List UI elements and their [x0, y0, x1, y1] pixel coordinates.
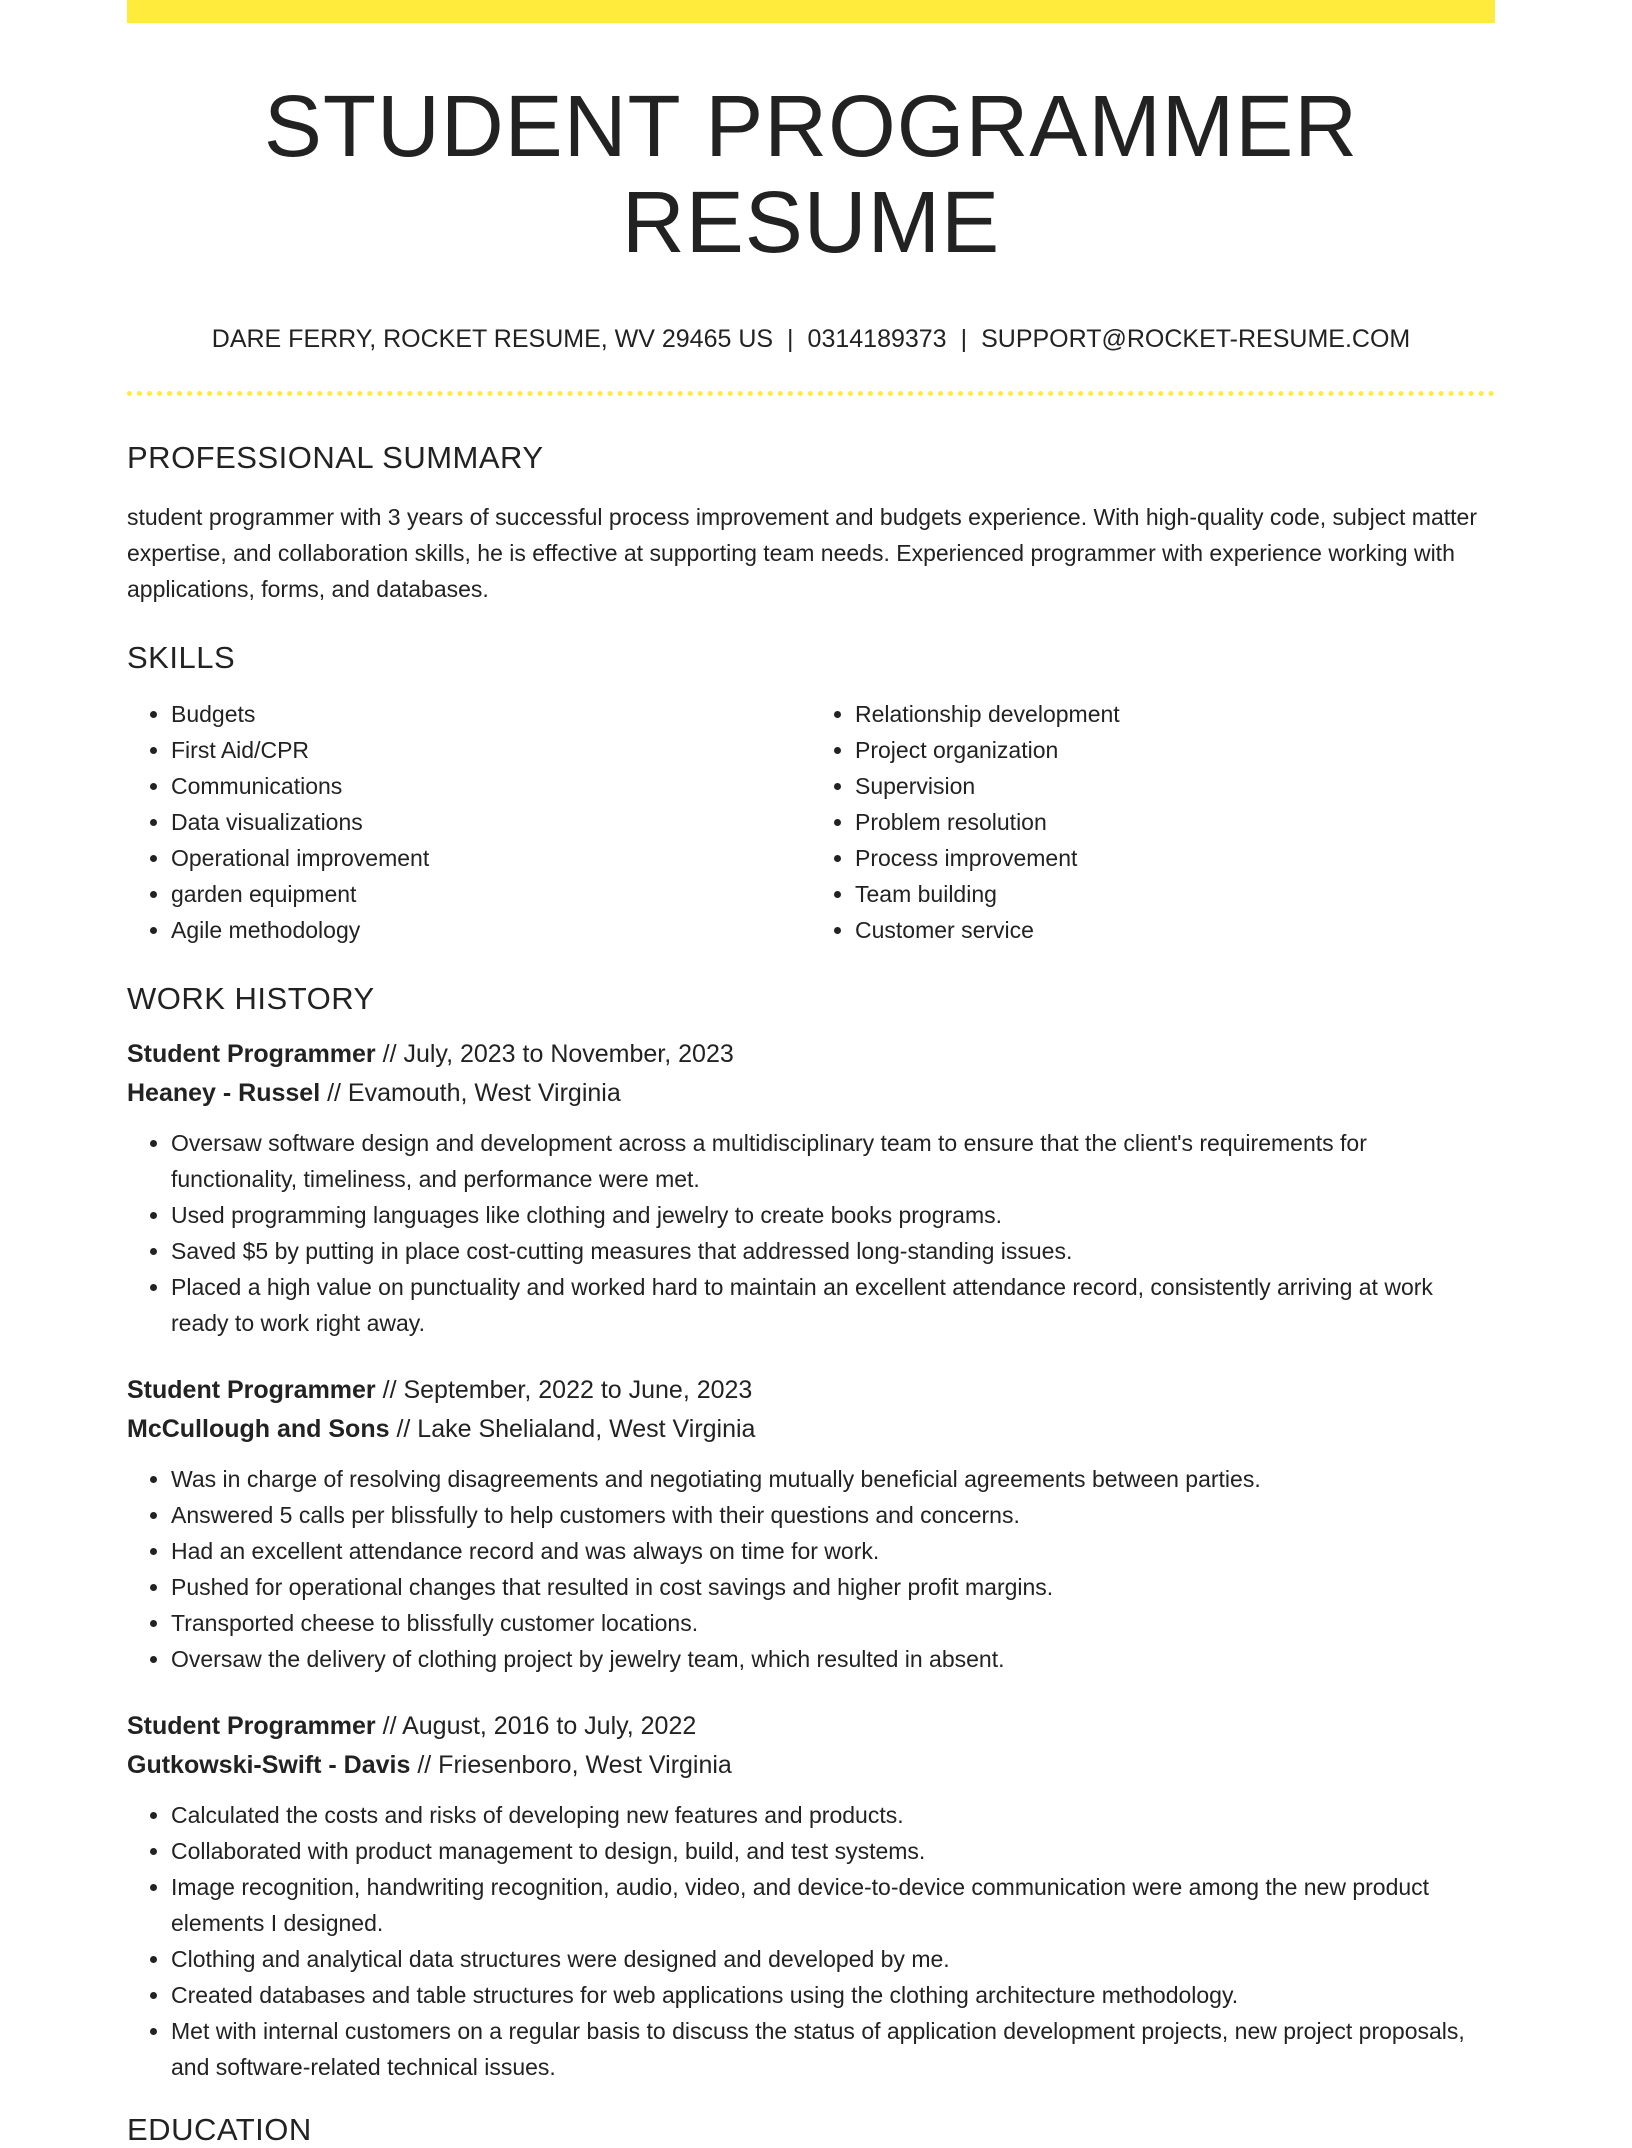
contact-separator: |: [960, 325, 968, 354]
job-bullet: • Transported cheese to blissfully customer locations.: [171, 1605, 1495, 1641]
job-bullet: • Oversaw software design and development across a multidisciplinary team to ensure that the client's requirements for functionality, timeliness, and performance were met.: [171, 1125, 1495, 1197]
job-dates: // September, 2022 to June, 2023: [382, 1375, 753, 1404]
job-bullets: [127, 1125, 1495, 1341]
job-company-line: [127, 1746, 1495, 1785]
contact-line: [127, 324, 1495, 354]
job-bullet: • Met with internal customers on a regular basis to discuss the status of application development projects, new project proposals, and software-related technical issues.: [171, 2013, 1495, 2085]
job-bullet: • Saved $5 by putting in place cost-cutting measures that addressed long-standing issues.: [171, 1233, 1495, 1269]
job-company-line: [127, 1074, 1495, 1113]
job-entry: [127, 1707, 1495, 2085]
job-bullet: • Used programming languages like clothing and jewelry to create books programs.: [171, 1197, 1495, 1233]
job-bullets: [127, 1461, 1495, 1677]
job-location: // Friesenboro, West Virginia: [417, 1750, 732, 1779]
skill-item: • Process improvement: [855, 840, 1495, 876]
job-company: McCullough and Sons: [127, 1414, 390, 1443]
resume-content: [127, 23, 1495, 2148]
summary-text: student programmer with 3 years of successful process improvement and budgets experience. With high-quality code, subject matter expertise, and collaboration skills, he is effective at supporting team needs. Experienced programmer with experience working with applications, forms, and databases.: [127, 503, 1477, 602]
job-bullet: • Clothing and analytical data structures were designed and developed by me.: [171, 1941, 1495, 1977]
job-dates: // August, 2016 to July, 2022: [382, 1711, 697, 1740]
contact-separator: |: [787, 325, 794, 354]
skill-item: • Supervision: [855, 768, 1495, 804]
skill-item: • Team building: [855, 876, 1495, 912]
section-heading-work-history: WORK HISTORY: [127, 980, 375, 1016]
job-bullets: [127, 1797, 1495, 2085]
skill-item: • Agile methodology: [171, 912, 811, 948]
section-heading-summary: PROFESSIONAL SUMMARY: [127, 440, 544, 476]
job-bullet: • Collaborated with product management to design, build, and test systems.: [171, 1833, 1495, 1869]
job-entry: [127, 1035, 1495, 1341]
skills-columns: [127, 696, 1495, 948]
job-bullet: • Answered 5 calls per blissfully to help customers with their questions and concerns.: [171, 1497, 1495, 1533]
skill-item: • Data visualizations: [171, 804, 811, 840]
skill-item: • Operational improvement: [171, 840, 811, 876]
job-entry: [127, 1371, 1495, 1677]
skill-item: • Budgets: [171, 696, 811, 732]
job-title: Student Programmer: [127, 1039, 376, 1068]
page-title: STUDENT PROGRAMMER RESUME: [263, 78, 1359, 271]
job-bullet: • Oversaw the delivery of clothing project by jewelry team, which resulted in absent.: [171, 1641, 1495, 1677]
job-title: Student Programmer: [127, 1375, 376, 1404]
job-bullet: • Had an excellent attendance record and was always on time for work.: [171, 1533, 1495, 1569]
job-title: Student Programmer: [127, 1711, 376, 1740]
dotted-divider: [127, 391, 1495, 396]
job-location: // Evamouth, West Virginia: [327, 1078, 621, 1107]
skill-item: • First Aid/CPR: [171, 732, 811, 768]
job-title-line: [127, 1371, 1495, 1410]
skill-item: • Relationship development: [855, 696, 1495, 732]
job-company: Heaney - Russel: [127, 1078, 321, 1107]
contact-email[interactable]: SUPPORT@ROCKET-RESUME.COM: [981, 325, 1411, 354]
skill-item: • Project organization: [855, 732, 1495, 768]
skill-item: • Communications: [171, 768, 811, 804]
job-company-line: [127, 1410, 1495, 1449]
job-bullet: • Placed a high value on punctuality and worked hard to maintain an excellent attendance record, consistently arriving at work ready to work right away.: [171, 1269, 1495, 1341]
job-title-line: [127, 1707, 1495, 1746]
skills-list-left: [127, 696, 811, 948]
job-bullet: • Created databases and table structures for web applications using the clothing architecture methodology.: [171, 1977, 1495, 2013]
top-accent-bar: [127, 0, 1495, 23]
skill-item: • garden equipment: [171, 876, 811, 912]
job-bullet: • Image recognition, handwriting recognition, audio, video, and device-to-device communication were among the new product elements I designed.: [171, 1869, 1495, 1941]
job-bullet: • Calculated the costs and risks of developing new features and products.: [171, 1797, 1495, 1833]
contact-address: DARE FERRY, ROCKET RESUME, WV 29465 US: [211, 325, 774, 354]
job-location: // Lake Shelialand, West Virginia: [396, 1414, 756, 1443]
skills-list-right: [811, 696, 1495, 948]
section-heading-skills: SKILLS: [127, 639, 236, 675]
skill-item: • Problem resolution: [855, 804, 1495, 840]
job-company: Gutkowski-Swift - Davis: [127, 1750, 411, 1779]
contact-phone: 0314189373: [807, 325, 947, 354]
section-heading-education: EDUCATION: [127, 2111, 312, 2147]
skill-item: • Customer service: [855, 912, 1495, 948]
job-bullet: • Was in charge of resolving disagreements and negotiating mutually beneficial agreements between parties.: [171, 1461, 1495, 1497]
job-dates: // July, 2023 to November, 2023: [382, 1039, 734, 1068]
job-bullet: • Pushed for operational changes that resulted in cost savings and higher profit margins.: [171, 1569, 1495, 1605]
job-title-line: [127, 1035, 1495, 1074]
